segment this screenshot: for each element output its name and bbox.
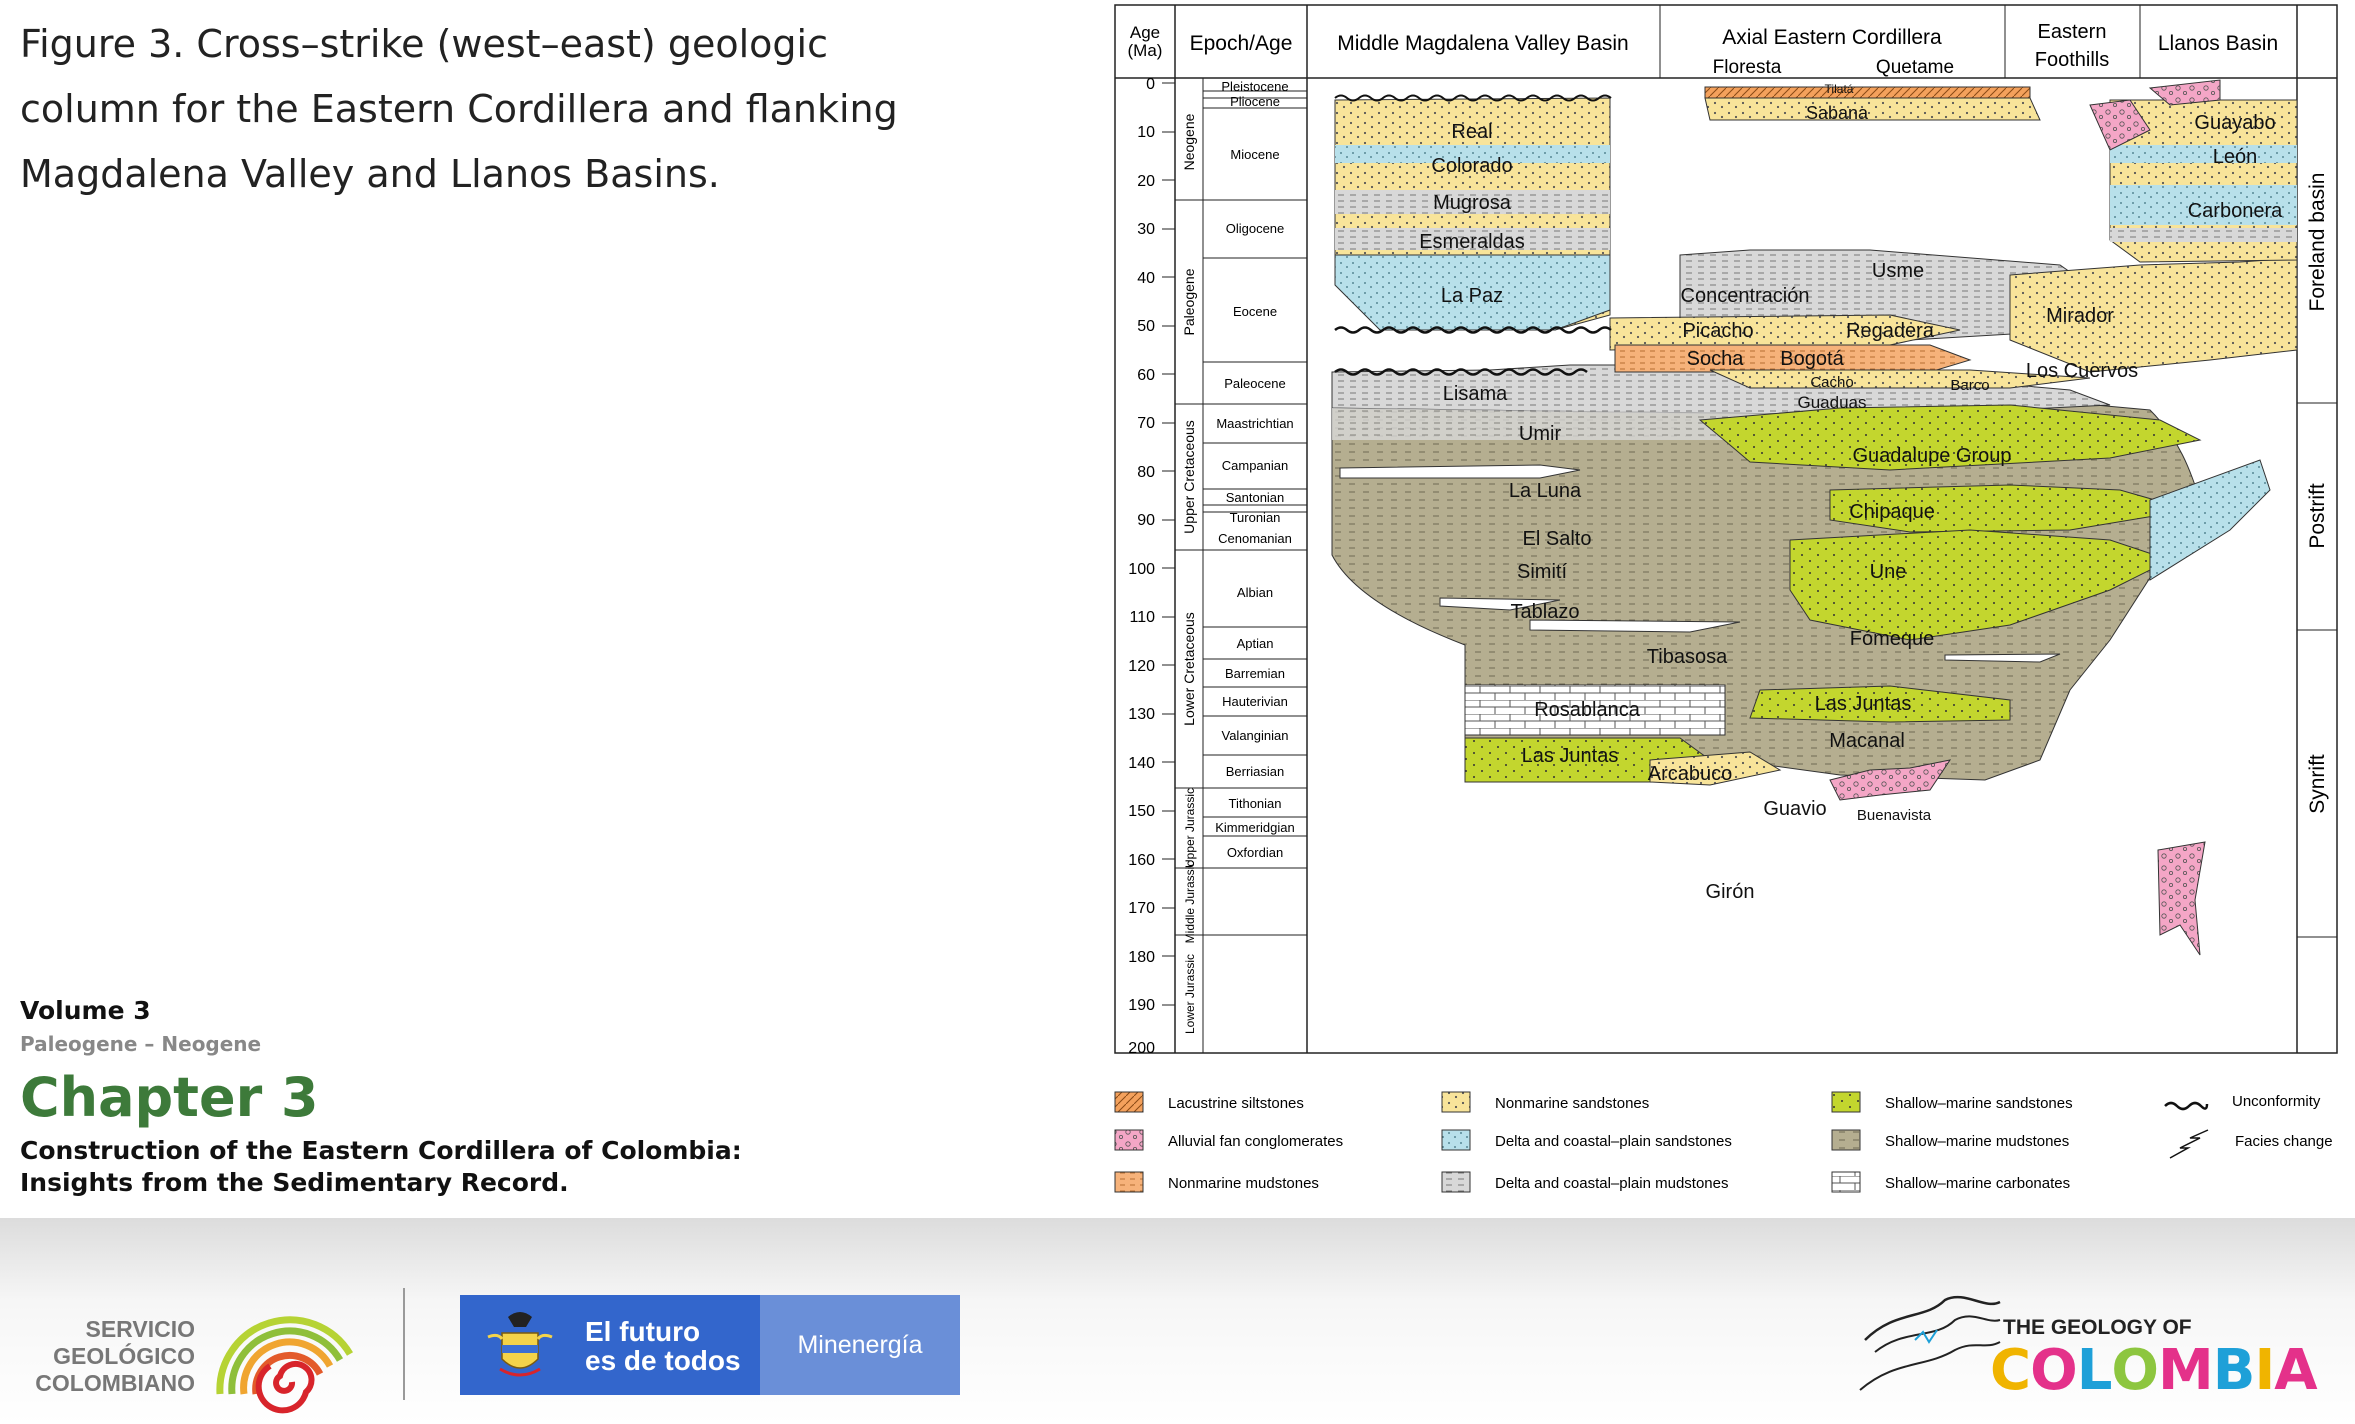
colombia-letter: O [2111, 1338, 2159, 1403]
formation-label: Mirador [2046, 305, 2114, 327]
llanos-header: Llanos Basin [2157, 32, 2279, 55]
age-tick: 30 [1137, 221, 1155, 238]
epoch-label: Pliocene [1230, 94, 1280, 109]
epoch-label: Kimmeridgian [1215, 820, 1295, 835]
formation-label: El Salto [1522, 528, 1592, 550]
epoch-label: Aptian [1236, 636, 1274, 651]
formation-label: Macanal [1829, 730, 1905, 752]
coat-of-arms-icon [480, 1307, 560, 1385]
legend [1115, 1092, 2333, 1192]
formation-label: Barco [1950, 377, 1990, 394]
epoch-label: Tithonian [1228, 796, 1282, 811]
epoch-label: Campanian [1221, 458, 1289, 473]
geology-of-label: THE GEOLOGY OF [2003, 1316, 2192, 1339]
age-tick: 70 [1137, 415, 1155, 432]
formation-label: Fómeque [1849, 628, 1935, 650]
floresta-header: Floresta [1712, 57, 1782, 78]
age-tick: 140 [1128, 755, 1155, 772]
age-tick: 40 [1137, 270, 1155, 287]
epoch-label: Paleocene [1224, 376, 1286, 391]
legend-label: Alluvial fan conglomerates [1168, 1133, 1344, 1150]
colombia-letter: C [1990, 1338, 2031, 1403]
formation-label: Tablazo [1510, 601, 1580, 623]
legend-label: Delta and coastal–plain sandstones [1495, 1133, 1732, 1150]
formation-label: La Luna [1508, 480, 1582, 502]
formation-label: Chipaque [1849, 501, 1935, 523]
formation-label: Regadera [1846, 320, 1934, 342]
age-tick: 200 [1128, 1040, 1155, 1057]
phase-label: Postrift [2306, 483, 2329, 549]
colombia-letter: A [2274, 1338, 2317, 1403]
formation-label: Concentración [1680, 285, 1810, 307]
age-tick: 130 [1128, 706, 1155, 723]
formation-label: Mugrosa [1433, 192, 1511, 214]
geology-of-colombia-map-icon [1855, 1280, 2005, 1410]
age-tick: 50 [1137, 318, 1155, 335]
epoch-label: Santonian [1225, 490, 1285, 505]
formation-label: Guavio [1763, 798, 1827, 820]
epoch-label: Cenomanian [1218, 531, 1292, 546]
formation-label: Girón [1705, 881, 1755, 903]
ministry-label: Minenergía [760, 1295, 960, 1395]
epoch-label: Pleistocene [1221, 79, 1289, 94]
sgc-spiral-logo [200, 1284, 360, 1414]
caption-line: Magdalena Valley and Llanos Basins. [20, 152, 720, 196]
period-label: Lower Jurassic [1183, 953, 1197, 1035]
period-label: Lower Cretaceous [1181, 612, 1197, 726]
age-tick: 120 [1128, 658, 1155, 675]
sgc-name-line: COLOMBIANO [35, 1370, 195, 1396]
chapter-number: Chapter 3 [20, 1066, 319, 1129]
facies-change-icon [2170, 1130, 2208, 1158]
age-tick: 90 [1137, 512, 1155, 529]
formation-label: Une [1869, 561, 1907, 583]
legend-label: Shallow–marine mudstones [1885, 1133, 2070, 1150]
formation-label: Esmeraldas [1419, 231, 1525, 253]
unconformity-icon [2165, 1103, 2207, 1109]
legend-label: Lacustrine siltstones [1168, 1095, 1304, 1112]
formation-label: Tibasosa [1646, 646, 1728, 668]
gov-banner [460, 1295, 960, 1395]
formation-label: Bogotá [1780, 348, 1844, 370]
age-tick: 100 [1128, 561, 1155, 578]
epoch-label: Oxfordian [1226, 845, 1284, 860]
formation-label: Simití [1517, 561, 1567, 583]
age-tick: 160 [1128, 852, 1155, 869]
age-tick: 180 [1128, 949, 1155, 966]
caption-line: Figure 3. Cross–strike (west–east) geologic [20, 22, 828, 66]
gov-slogan-line: es de todos [585, 1345, 741, 1376]
chapter-title-line: Insights from the Sedimentary Record. [20, 1168, 569, 1197]
age-tick: 80 [1137, 464, 1155, 481]
formation-label: Los Cuervos [2025, 360, 2139, 382]
epoch-label: Valanginian [1221, 728, 1289, 743]
axial-header: Axial Eastern Cordillera [1722, 26, 1942, 49]
chapter-title-line: Construction of the Eastern Cordillera of Colombia: [20, 1136, 742, 1165]
legend-label: Nonmarine sandstones [1495, 1095, 1650, 1112]
gov-banner-left [460, 1295, 760, 1395]
formation-label: Real [1451, 121, 1493, 143]
colombia-wordmark [1990, 1338, 2317, 1403]
formation-label: Socha [1686, 348, 1744, 370]
epoch-label: Maastrichtian [1216, 416, 1294, 431]
sgc-name-line: GEOLÓGICO [53, 1343, 195, 1369]
middle-magdalena-header: Middle Magdalena Valley Basin [1337, 32, 1629, 55]
sgc-name [30, 1316, 195, 1397]
formation-label: Sabana [1805, 103, 1869, 123]
quetame-header: Quetame [1875, 57, 1955, 78]
formation-label: Lisama [1442, 383, 1508, 405]
age-tick: 170 [1128, 900, 1155, 917]
legend-label: Nonmarine mudstones [1168, 1175, 1319, 1192]
formation-label: Arcabuco [1647, 763, 1733, 785]
formation-label: Guadalupe Group [1852, 445, 2012, 467]
colombia-letter: B [2212, 1338, 2255, 1403]
legend-label: Shallow–marine carbonates [1885, 1175, 2071, 1192]
age-header: Age [1129, 23, 1161, 42]
sgc-name-line: SERVICIO [85, 1316, 195, 1342]
formation-label: Tilatá [1824, 82, 1854, 96]
formation-label: Guayabo [2194, 112, 2276, 134]
period-label: Paleogene [1181, 268, 1197, 336]
formation-label: León [2212, 146, 2258, 168]
epoch-label: Berriasian [1225, 764, 1285, 779]
epoch-label: Oligocene [1225, 221, 1285, 236]
formation-label: Picacho [1682, 320, 1754, 342]
geologic-column-figure [1110, 0, 2355, 1230]
formation-label: Usme [1871, 260, 1925, 282]
epoch-label: Miocene [1230, 147, 1280, 162]
formation-label: Buenavista [1856, 807, 1932, 824]
legend-label: Facies change [2235, 1133, 2333, 1150]
age-tick: 190 [1128, 997, 1155, 1014]
epoch-header: Epoch/Age [1189, 32, 1293, 55]
formation-label: Cacho [1810, 374, 1854, 391]
geologic-column-svg [1110, 0, 2355, 1230]
age-tick: 150 [1128, 803, 1155, 820]
gov-slogan [585, 1317, 741, 1375]
figure-caption [20, 12, 920, 207]
legend-label: Unconformity [2232, 1093, 2321, 1110]
volume-label: Volume 3 [20, 996, 151, 1025]
epoch-label: Turonian [1229, 510, 1281, 525]
age-tick: 60 [1137, 367, 1155, 384]
epoch-label: Hauterivian [1222, 694, 1288, 709]
colombia-letter: O [2030, 1338, 2077, 1403]
eastern-foothills-header: Eastern [2037, 21, 2107, 43]
colombia-letter: I [2254, 1338, 2275, 1403]
period-label: Upper Jurassic [1183, 787, 1197, 869]
footer-divider [403, 1288, 405, 1400]
age-tick: 20 [1137, 173, 1155, 190]
formation-label: La Paz [1440, 285, 1504, 307]
colombia-letter: L [2076, 1338, 2112, 1403]
epoch-label: Barremian [1225, 666, 1285, 681]
formation-label: Las Juntas [1814, 693, 1912, 715]
period-label: Upper Cretaceous [1181, 420, 1197, 534]
formation-label: Las Juntas [1521, 745, 1619, 767]
age-tick: 110 [1129, 609, 1155, 626]
age-tick: 0 [1146, 76, 1155, 93]
colombia-letter: M [2158, 1338, 2213, 1403]
legend-label: Delta and coastal–plain mudstones [1495, 1175, 1729, 1192]
formation-label: Guaduas [1797, 393, 1867, 412]
phase-label: Synrift [2306, 754, 2329, 814]
caption-line: column for the Eastern Cordillera and flanking [20, 87, 898, 131]
eastern-foothills-header-2: Foothills [2034, 49, 2110, 71]
formation-label: Rosablanca [1534, 699, 1640, 721]
age-header-unit: (Ma) [1127, 41, 1163, 60]
formation-label: Carbonera [2187, 200, 2283, 222]
formation-label: Umir [1518, 423, 1562, 445]
epoch-label: Eocene [1232, 304, 1278, 319]
volume-subtitle: Paleogene – Neogene [20, 1032, 262, 1056]
period-label: Neogene [1181, 113, 1197, 171]
legend-label: Shallow–marine sandstones [1885, 1095, 2073, 1112]
epoch-label: Albian [1236, 585, 1274, 600]
age-tick: 10 [1137, 124, 1155, 141]
phase-label: Foreland basin [2306, 172, 2329, 312]
gov-slogan-line: El futuro [585, 1316, 701, 1347]
chapter-title [20, 1135, 920, 1199]
formation-label: Colorado [1431, 155, 1513, 177]
period-label: Middle Jurassic [1183, 860, 1197, 944]
